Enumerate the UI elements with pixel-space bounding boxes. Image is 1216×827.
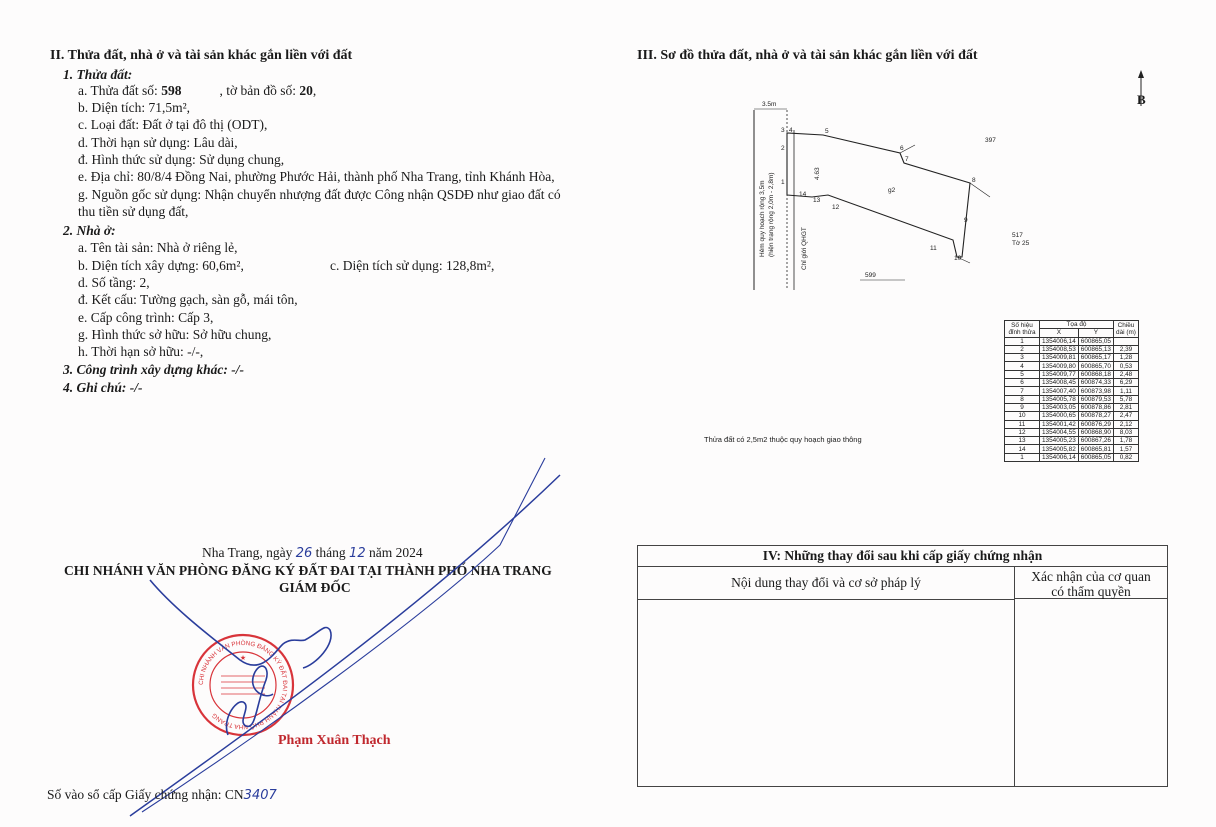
coord-cell-y: 600865,81	[1078, 445, 1113, 453]
house-structure: đ. Kết cấu: Tường gạch, sàn gỗ, mái tôn,	[78, 292, 298, 307]
sign-day: 26	[295, 546, 313, 561]
coord-row	[1005, 437, 1139, 445]
map-pt-2: 2	[781, 145, 785, 152]
coord-cell-y: 600878,27	[1078, 412, 1113, 420]
coord-row	[1005, 453, 1139, 461]
coord-row	[1005, 387, 1139, 395]
svg-text:★: ★	[239, 655, 247, 662]
coord-cell-l: 0,53	[1113, 362, 1138, 370]
coord-cell-x: 1354008,53	[1040, 345, 1079, 353]
land-parcel-number: 598	[161, 83, 182, 98]
map-pt-4: 4	[789, 127, 793, 134]
coord-cell-p: 6	[1005, 379, 1040, 387]
coord-cell-y: 600865,05	[1078, 337, 1113, 345]
coord-cell-l: 6,29	[1113, 379, 1138, 387]
map-parcel-598: g2	[888, 187, 896, 194]
coord-cell-x: 1354003,05	[1040, 403, 1079, 411]
coord-cell-p: 9	[1005, 403, 1040, 411]
house-floors: d. Số tầng: 2,	[78, 275, 150, 290]
land-origin: g. Nguồn gốc sử dụng: Nhận chuyển nhượng đất được Công nhận QSDĐ như giao đất có	[78, 187, 561, 202]
coordinate-table	[1004, 320, 1139, 462]
coord-cell-y: 600865,05	[1078, 453, 1113, 461]
house-use-area: c. Diện tích sử dụng: 128,8m²,	[330, 258, 495, 273]
section2-title: II. Thửa đất, nhà ở và tài sản khác gắn liền với đất	[50, 48, 353, 63]
coord-cell-p: 3	[1005, 354, 1040, 362]
coord-cell-p: 7	[1005, 387, 1040, 395]
coord-row	[1005, 337, 1139, 345]
house-ownership: g. Hình thức sở hữu: Sở hữu chung,	[78, 327, 272, 342]
map-parcel-517: 517	[1012, 232, 1023, 239]
north-label: B	[1137, 92, 1146, 107]
land-type: c. Loại đất: Đất ở tại đô thị (ODT),	[78, 117, 268, 132]
coord-cell-x: 1354000,65	[1040, 412, 1079, 420]
coord-header-point: Số hiệu đỉnh thửa	[1005, 321, 1040, 338]
coord-cell-y: 600868,90	[1078, 428, 1113, 436]
map-pt-8: 8	[972, 177, 976, 184]
land-heading: 1. Thửa đất:	[63, 67, 133, 82]
map-pt-11: 11	[930, 245, 937, 252]
changes-table	[637, 545, 1168, 787]
coord-cell-p: 1	[1005, 337, 1040, 345]
coord-cell-l: 2,48	[1113, 370, 1138, 378]
coord-cell-x: 1354004,55	[1040, 428, 1079, 436]
sign-date-prefix: Nha Trang, ngày	[202, 545, 296, 560]
land-map-number: 20	[299, 83, 313, 98]
coord-cell-x: 1354008,45	[1040, 379, 1079, 387]
coord-cell-y: 600874,33	[1078, 379, 1113, 387]
coord-cell-p: 4	[1005, 362, 1040, 370]
map-sheet-25: Tờ 25	[1012, 240, 1030, 247]
coord-cell-p: 13	[1005, 437, 1040, 445]
house-grade: e. Cấp công trình: Cấp 3,	[78, 310, 214, 325]
coord-cell-l: 2,12	[1113, 420, 1138, 428]
coord-cell-p: 2	[1005, 345, 1040, 353]
signer-name: Phạm Xuân Thạch	[278, 733, 391, 748]
coord-cell-l	[1113, 337, 1138, 345]
stamp-text: CHI NHÁNH VĂN PHÒNG ĐĂNG KÝ ĐẤT ĐAI TẠI THÀNH PHỐ NHA TRANG	[197, 639, 289, 731]
coord-header-coord: Tọa độ	[1040, 321, 1114, 329]
coord-cell-x: 1354006,14	[1040, 337, 1079, 345]
map-qhgt-label: Chỉ giới QHGT	[801, 227, 808, 270]
coord-cell-y: 600873,98	[1078, 387, 1113, 395]
map-pt-14: 14	[799, 191, 807, 198]
land-term: d. Thời hạn sử dụng: Lâu dài,	[78, 135, 238, 150]
changes-col-confirm-line2: có thẩm quyền	[1051, 584, 1131, 599]
signer-role: GIÁM ĐỐC	[279, 580, 351, 595]
coord-cell-x: 1354009,81	[1040, 354, 1079, 362]
coord-row	[1005, 370, 1139, 378]
coord-cell-l: 0,82	[1113, 453, 1138, 461]
map-parcel-397: 397	[985, 137, 996, 144]
map-parcel-599: 599	[865, 272, 876, 279]
section4-title: IV: Những thay đổi sau khi cấp giấy chứng nhận	[638, 546, 1167, 567]
sign-month-prefix: tháng	[312, 545, 350, 560]
coord-header-y: Y	[1078, 329, 1113, 337]
section3-title: III. Sơ đồ thửa đất, nhà ở và tài sản khác gắn liền với đất	[637, 48, 978, 63]
coord-cell-p: 8	[1005, 395, 1040, 403]
sign-year: năm 2024	[365, 545, 423, 560]
coord-row	[1005, 362, 1139, 370]
coord-cell-x: 1354009,80	[1040, 362, 1079, 370]
parcel-map	[740, 95, 1030, 295]
coord-cell-x: 1354007,40	[1040, 387, 1079, 395]
coord-cell-x: 1354005,23	[1040, 437, 1079, 445]
map-dim-label: 4.63	[814, 167, 821, 180]
map-width-label: 3.5m	[762, 101, 777, 108]
map-pt-5: 5	[825, 128, 829, 135]
coord-cell-l: 1,78	[1113, 437, 1138, 445]
coord-cell-l: 2,47	[1113, 412, 1138, 420]
coord-cell-y: 600867,26	[1078, 437, 1113, 445]
coord-cell-l: 1,57	[1113, 445, 1138, 453]
coord-cell-y: 600865,70	[1078, 362, 1113, 370]
land-map-suffix: ,	[312, 83, 317, 98]
sign-month: 12	[349, 546, 366, 561]
coord-cell-p: 1	[1005, 453, 1040, 461]
coord-cell-l: 1,28	[1113, 354, 1138, 362]
coord-cell-y: 600879,53	[1078, 395, 1113, 403]
coord-cell-y: 600865,13	[1078, 345, 1113, 353]
house-term: h. Thời hạn sở hữu: -/-,	[78, 344, 204, 359]
coord-row	[1005, 403, 1139, 411]
coord-row	[1005, 428, 1139, 436]
land-area: b. Diện tích: 71,5m²,	[78, 100, 191, 115]
coord-row	[1005, 445, 1139, 453]
coord-cell-x: 1354001,42	[1040, 420, 1079, 428]
map-pt-10: 10	[954, 255, 962, 262]
coord-row	[1005, 412, 1139, 420]
land-address: e. Địa chỉ: 80/8/4 Đồng Nai, phường Phước Hải, thành phố Nha Trang, tỉnh Khánh Hòa,	[78, 169, 555, 184]
coord-cell-l: 2,39	[1113, 345, 1138, 353]
coord-row	[1005, 345, 1139, 353]
land-origin-cont: thu tiền sử dụng đất,	[78, 204, 189, 219]
coord-row	[1005, 354, 1139, 362]
changes-col-confirm	[1015, 567, 1167, 599]
map-road-label2: (hiện trạng rộng 2,0m - 2,8m)	[768, 172, 775, 257]
map-pt-12: 12	[832, 204, 840, 211]
coord-cell-x: 1354005,78	[1040, 395, 1079, 403]
coord-cell-l: 2,81	[1113, 403, 1138, 411]
map-pt-6: 6	[900, 145, 904, 152]
house-name: a. Tên tài sản: Nhà ở riêng lẻ,	[78, 240, 238, 255]
traffic-note: Thửa đất có 2,5m2 thuộc quy hoạch giao thông	[704, 435, 862, 444]
map-pt-7: 7	[905, 156, 909, 163]
map-pt-3: 3	[781, 127, 785, 134]
coord-cell-l: 1,11	[1113, 387, 1138, 395]
house-heading: 2. Nhà ở:	[63, 223, 116, 238]
map-pt-1: 1	[781, 179, 785, 186]
land-map-prefix: , tờ bản đồ số:	[219, 83, 300, 98]
map-pt-13: 13	[813, 197, 821, 204]
land-usage-form: đ. Hình thức sử dụng: Sử dụng chung,	[78, 152, 285, 167]
registry-label: Số vào sổ cấp Giấy chứng nhận: CN	[47, 787, 244, 802]
coord-cell-l: 8,03	[1113, 428, 1138, 436]
coord-cell-p: 10	[1005, 412, 1040, 420]
coord-row	[1005, 395, 1139, 403]
map-pt-9: 9	[964, 217, 968, 224]
coord-header-x: X	[1040, 329, 1079, 337]
registry-number: 3407	[243, 788, 277, 803]
coord-row	[1005, 379, 1139, 387]
changes-col-content: Nội dung thay đổi và cơ sở pháp lý	[638, 567, 1015, 600]
note: 4. Ghi chú: -/-	[63, 380, 143, 395]
office-name: CHI NHÁNH VĂN PHÒNG ĐĂNG KÝ ĐẤT ĐAI TẠI THÀNH PHỐ NHA TRANG	[64, 563, 552, 578]
coord-cell-l: 5,78	[1113, 395, 1138, 403]
coord-cell-y: 600865,17	[1078, 354, 1113, 362]
coord-cell-x: 1354006,14	[1040, 453, 1079, 461]
coord-cell-p: 14	[1005, 445, 1040, 453]
other-works: 3. Công trình xây dựng khác: -/-	[63, 362, 244, 377]
coord-cell-p: 12	[1005, 428, 1040, 436]
coordinate-table-body	[1005, 337, 1139, 461]
coord-cell-y: 600868,18	[1078, 370, 1113, 378]
coord-row	[1005, 420, 1139, 428]
coord-cell-p: 5	[1005, 370, 1040, 378]
registry-line	[47, 787, 277, 804]
coord-cell-y: 600876,29	[1078, 420, 1113, 428]
house-build-area: b. Diện tích xây dựng: 60,6m²,	[78, 258, 244, 273]
coord-cell-p: 11	[1005, 420, 1040, 428]
land-parcel-prefix: a. Thửa đất số:	[78, 83, 162, 98]
map-road-label1: Hẻm quy hoạch rộng 3,5m	[759, 180, 766, 257]
changes-col-confirm-line1: Xác nhận của cơ quan	[1031, 569, 1151, 584]
coord-header-length: Chiều dài (m)	[1113, 321, 1138, 338]
coord-cell-y: 600878,86	[1078, 403, 1113, 411]
coord-cell-x: 1354009,77	[1040, 370, 1079, 378]
coord-cell-x: 1354005,82	[1040, 445, 1079, 453]
